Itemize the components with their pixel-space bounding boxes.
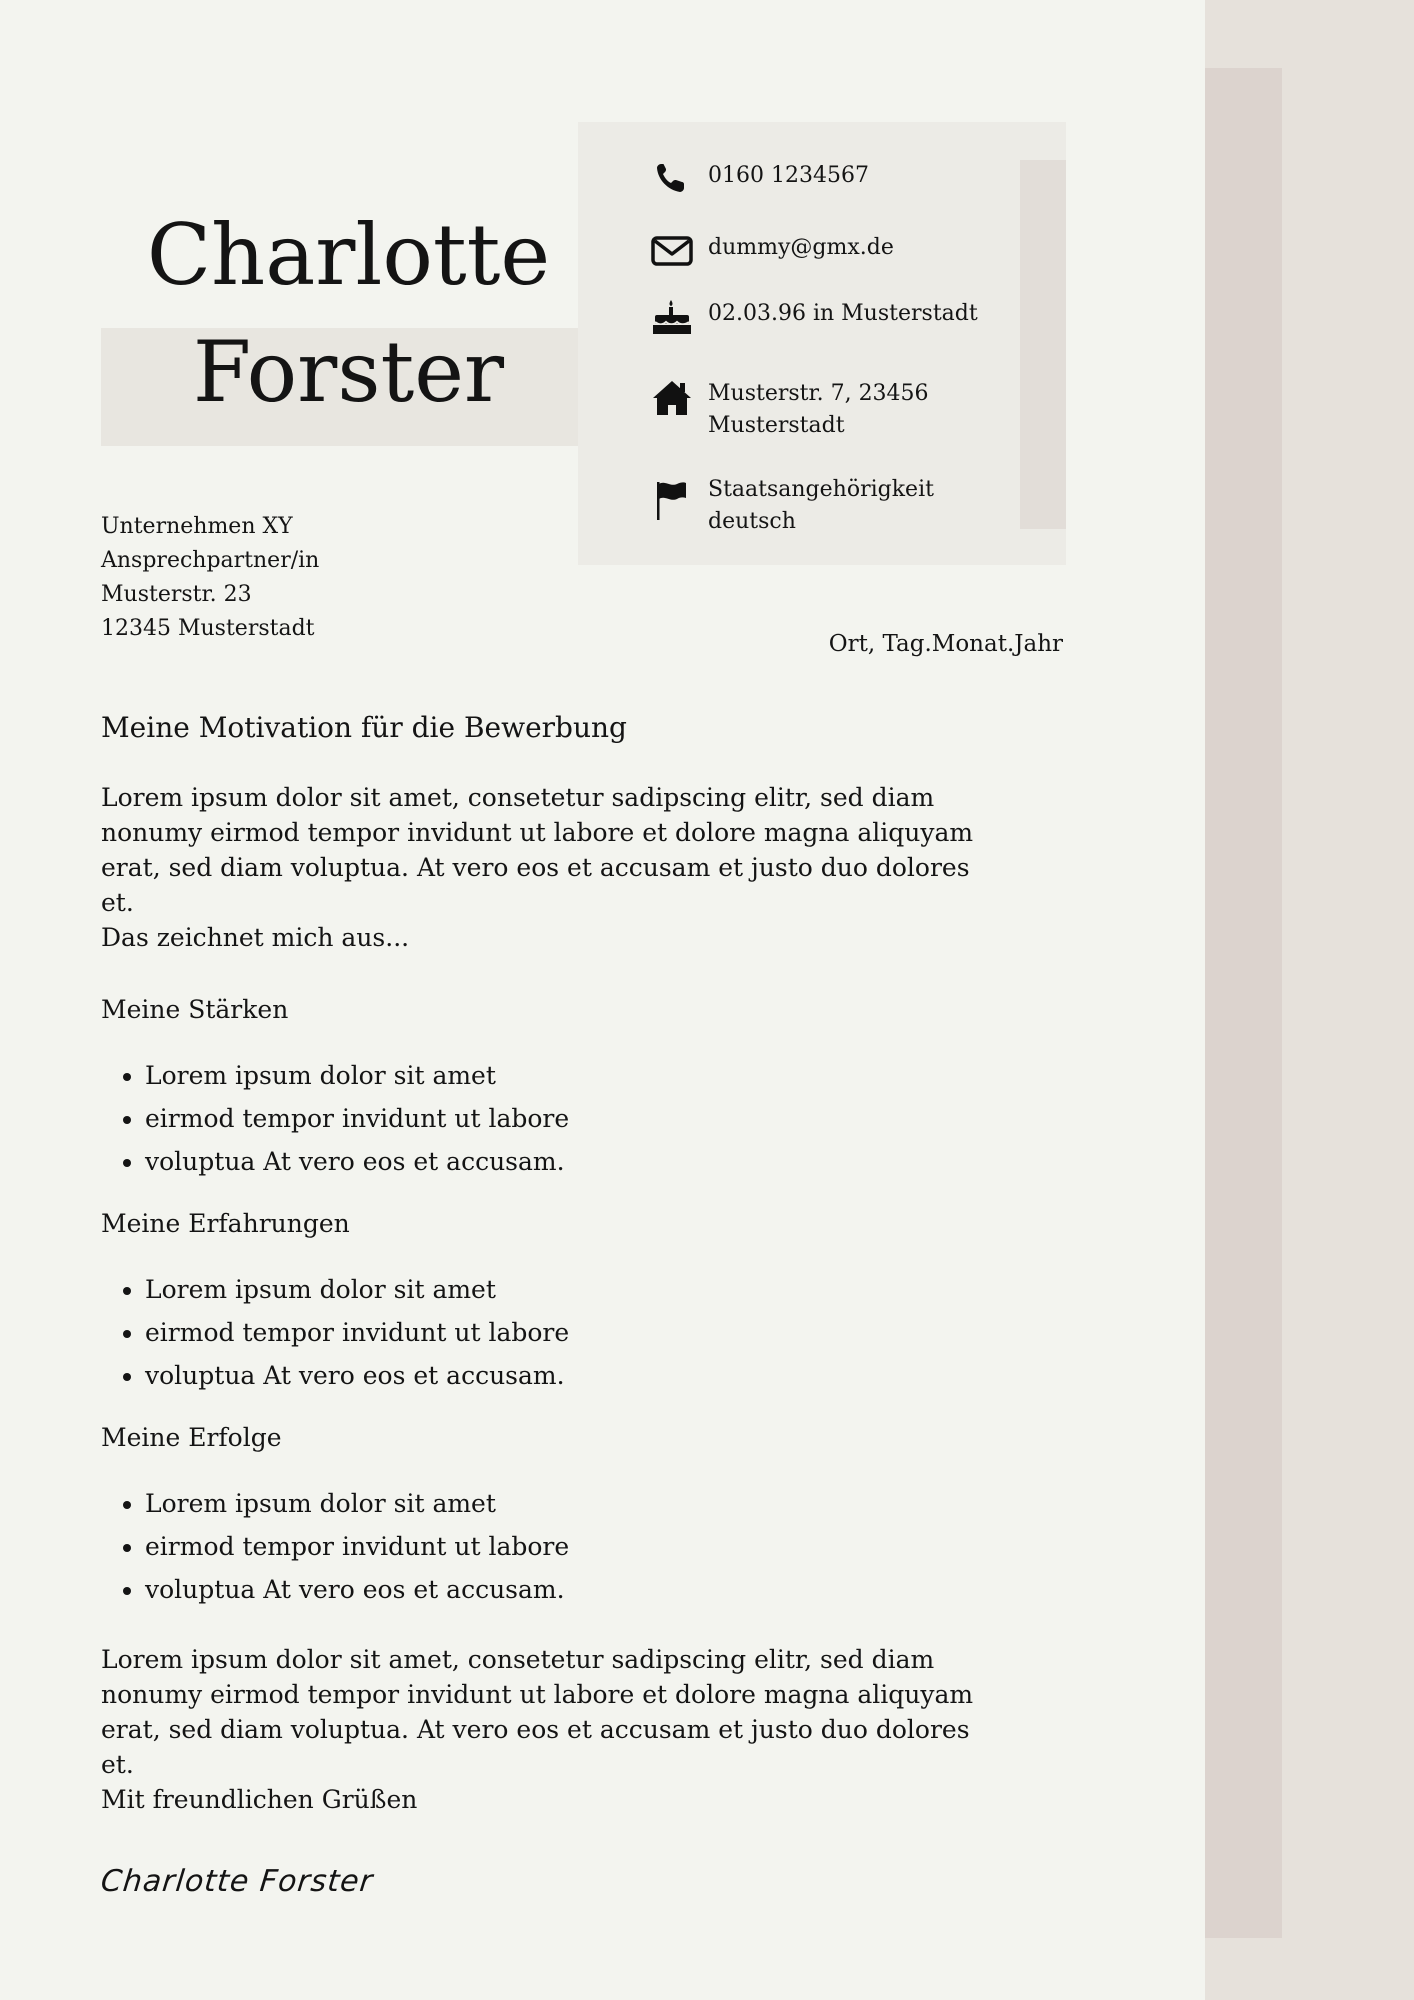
nationality-text xyxy=(708,474,934,538)
list-item: • voluptua At vero eos et accusam. xyxy=(145,1568,945,1611)
paragraph-2: Lorem ipsum dolor sit amet, consetetur sadipscing elitr, sed diam nonumy eirmod tempor invidunt ut labore et dolore magna aliquyam erat, sed diam voluptua. At vero eos et accusam et justo duo dolores et. xyxy=(101,1645,974,1779)
phone-text: 0160 1234567 xyxy=(708,163,869,188)
strengths-list xyxy=(101,1054,945,1183)
address-text xyxy=(708,378,929,442)
house-icon xyxy=(650,378,694,418)
contact-nationality xyxy=(650,474,1010,538)
flag-icon xyxy=(650,474,694,514)
email-text: dummy@gmx.de xyxy=(708,235,894,260)
nationality-value: deutsch xyxy=(708,509,796,534)
list-item: • Lorem ipsum dolor sit amet xyxy=(145,1054,945,1097)
recipient-street: Musterstr. 23 xyxy=(101,582,252,607)
nationality-label: Staatsangehörigkeit xyxy=(708,477,934,502)
last-name: Forster xyxy=(192,323,505,421)
recipient-city: 12345 Musterstadt xyxy=(101,616,315,641)
intro-line: Das zeichnet mich aus... xyxy=(101,923,410,952)
right-decor-stripe xyxy=(1205,68,1282,1938)
recipient-contact-person: Ansprechpartner/in xyxy=(101,548,320,573)
cake-icon xyxy=(650,298,694,338)
section-heading-achievements: Meine Erfolge xyxy=(101,1423,282,1452)
list-item: • voluptua At vero eos et accusam. xyxy=(145,1354,945,1397)
list-item: • Lorem ipsum dolor sit amet xyxy=(145,1482,945,1525)
signature: Charlotte Forster xyxy=(99,1864,375,1899)
list-item: • eirmod tempor invidunt ut labore xyxy=(145,1311,945,1354)
address-line1: Musterstr. 7, 23456 xyxy=(708,381,929,406)
contact-phone xyxy=(650,160,1010,200)
list-item: • eirmod tempor invidunt ut labore xyxy=(145,1097,945,1140)
contact-birth xyxy=(650,298,1010,338)
list-item: • Lorem ipsum dolor sit amet xyxy=(145,1268,945,1311)
recipient-company: Unternehmen XY xyxy=(101,514,293,539)
recipient-address xyxy=(101,510,319,646)
list-item: • eirmod tempor invidunt ut labore xyxy=(145,1525,945,1568)
birth-text: 02.03.96 in Musterstadt xyxy=(708,301,978,326)
address-line2: Musterstadt xyxy=(708,413,845,438)
mail-icon xyxy=(650,232,694,272)
closing-greeting: Mit freundlichen Grüßen xyxy=(101,1785,418,1814)
section-heading-experience: Meine Erfahrungen xyxy=(101,1209,350,1238)
contact-email xyxy=(650,232,1010,272)
experience-list xyxy=(101,1268,945,1397)
contact-address xyxy=(650,378,1010,442)
section-heading-strengths: Meine Stärken xyxy=(101,995,289,1024)
phone-icon xyxy=(650,160,694,200)
list-item: • voluptua At vero eos et accusam. xyxy=(145,1140,945,1183)
first-name: Charlotte xyxy=(146,206,551,304)
contact-box-stripe xyxy=(1020,160,1066,529)
achievements-list xyxy=(101,1482,945,1611)
paragraph-1: Lorem ipsum dolor sit amet, consetetur sadipscing elitr, sed diam nonumy eirmod tempor invidunt ut labore et dolore magna aliquyam erat, sed diam voluptua. At vero eos et accusam et justo duo dolores et. xyxy=(101,783,974,917)
letter-date: Ort, Tag.Monat.Jahr xyxy=(828,631,1063,657)
letter-subject: Meine Motivation für die Bewerbung xyxy=(101,711,627,744)
